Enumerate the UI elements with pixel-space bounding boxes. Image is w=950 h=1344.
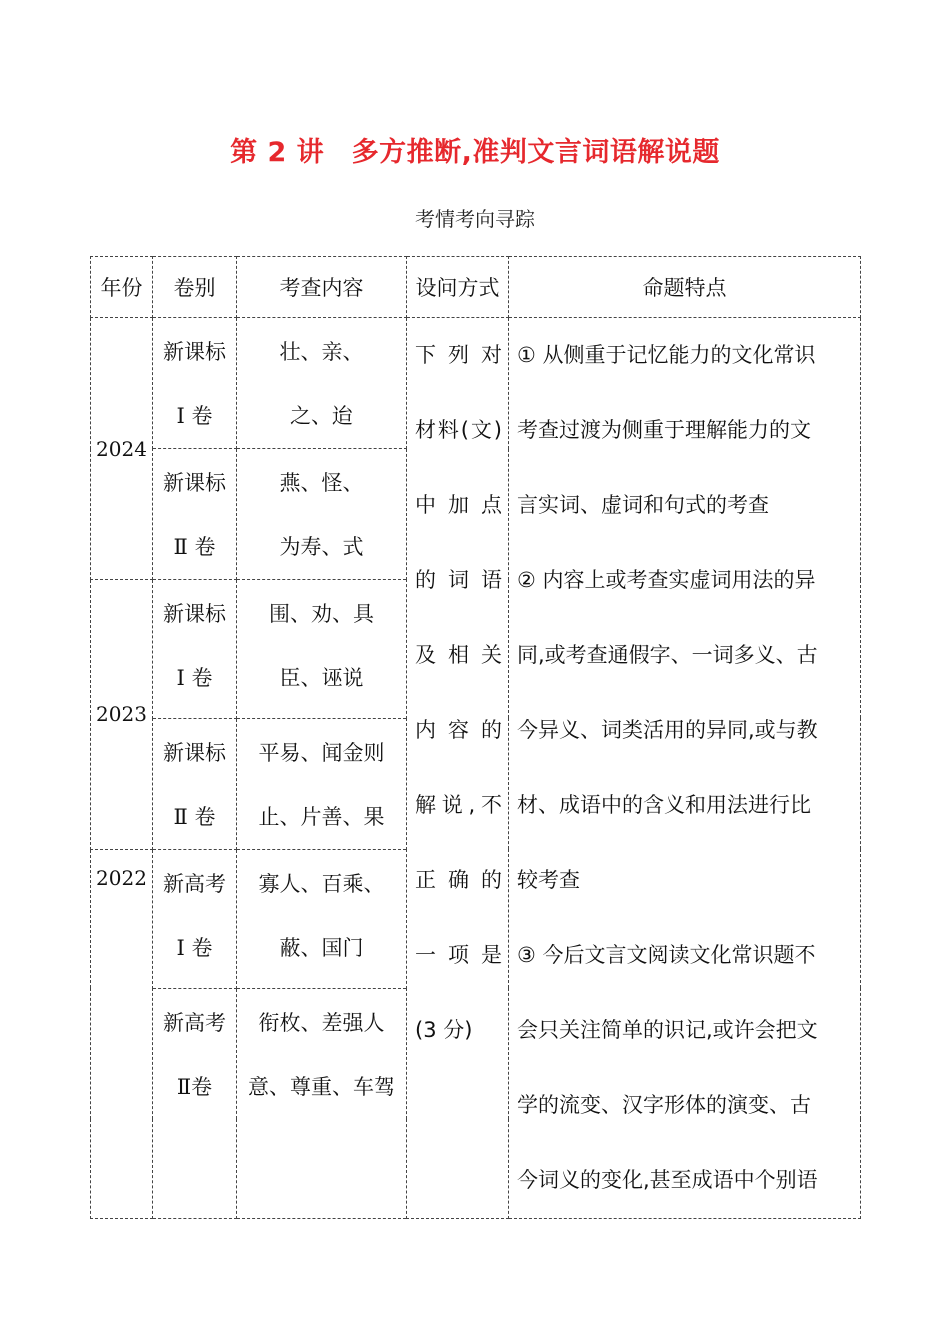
content-line: 衔枚、差强人 — [258, 1010, 385, 1035]
paper-line: Ⅱ卷 — [176, 1074, 213, 1099]
paper-line: Ⅰ 卷 — [176, 404, 213, 428]
header-question-style: 设问方式 — [407, 257, 509, 318]
ask-line: 及 相 关 — [415, 643, 502, 667]
content-line: 寡人、百乘、 — [258, 871, 385, 896]
header-content: 考查内容 — [237, 257, 407, 318]
table-row — [91, 318, 861, 449]
content-line: 燕、怪、 — [279, 471, 364, 495]
content-line: 意、尊重、车驾 — [248, 1074, 395, 1099]
content-cell — [237, 580, 407, 719]
feature-line: 今词义的变化,甚至成语中个别语 — [517, 1168, 818, 1192]
content-line: 止、片善、果 — [258, 804, 385, 829]
feature-line: 同,或考查通假字、一词多义、古 — [517, 643, 818, 667]
year-cell: 2022 — [91, 849, 153, 1218]
content-line: 平易、闻金则 — [258, 740, 385, 765]
paper-line: 新课标 — [163, 602, 226, 626]
header-paper: 卷别 — [153, 257, 237, 318]
ask-line: 中 加 点 — [415, 493, 502, 517]
feature-line: 材、成语中的含义和用法进行比 — [517, 793, 811, 817]
ask-line: 一 项 是 — [415, 943, 502, 967]
year-cell: 2024 — [91, 318, 153, 580]
feature-line: 考查过渡为侧重于理解能力的文 — [517, 418, 811, 442]
content-cell — [237, 318, 407, 449]
paper-line: Ⅱ 卷 — [173, 535, 216, 559]
section-subtitle: 考情考向寻踪 — [415, 207, 535, 231]
content-line: 围、劝、具 — [269, 602, 374, 626]
year-cell: 2023 — [91, 580, 153, 850]
content-line: 为寿、式 — [279, 535, 364, 559]
ask-line: 正 确 的 — [415, 868, 502, 892]
content-cell — [237, 449, 407, 580]
content-cell — [237, 988, 407, 1119]
paper-line: 新高考 — [163, 871, 226, 896]
feature-line: 言实词、虚词和句式的考查 — [517, 493, 769, 517]
feature-line: 会只关注简单的识记,或许会把文 — [517, 1018, 818, 1042]
paper-cell — [153, 988, 237, 1119]
header-features: 命题特点 — [509, 257, 861, 318]
content-cell — [237, 849, 407, 988]
empty-cell — [153, 1119, 237, 1219]
features-cell — [509, 318, 861, 1219]
feature-line: 今异义、词类活用的异同,或与教 — [517, 718, 818, 742]
question-style-cell — [407, 318, 509, 1219]
ask-line: 的 词 语 — [415, 568, 502, 592]
table-header-row — [91, 257, 861, 318]
paper-cell — [153, 318, 237, 449]
content-cell — [237, 718, 407, 849]
paper-line: Ⅰ 卷 — [176, 666, 213, 690]
ask-line: (3 分) — [415, 1018, 473, 1042]
ask-line: 内 容 的 — [415, 718, 502, 742]
paper-line: Ⅰ 卷 — [176, 935, 213, 960]
feature-line: 较考查 — [517, 868, 580, 892]
exam-analysis-table — [90, 256, 861, 1219]
content-line: 壮、亲、 — [279, 340, 364, 364]
paper-line: 新课标 — [163, 471, 226, 495]
ask-line: 解说,不 — [415, 793, 502, 817]
paper-line: 新课标 — [163, 340, 226, 364]
paper-cell — [153, 580, 237, 719]
paper-line: 新课标 — [163, 740, 226, 765]
paper-cell — [153, 449, 237, 580]
ask-line: 材料(文) — [415, 418, 502, 442]
header-year: 年份 — [91, 257, 153, 318]
content-line: 之、迨 — [290, 404, 353, 428]
paper-line: 新高考 — [163, 1010, 226, 1035]
page-title: 第 2 讲 多方推断,准判文言词语解说题 — [230, 137, 720, 168]
feature-line: 学的流变、汉字形体的演变、古 — [517, 1093, 811, 1117]
content-line: 蔽、国门 — [279, 935, 364, 960]
feature-line: ① 从侧重于记忆能力的文化常识 — [517, 343, 816, 367]
empty-cell — [237, 1119, 407, 1219]
paper-cell — [153, 718, 237, 849]
paper-cell — [153, 849, 237, 988]
feature-line: ③ 今后文言文阅读文化常识题不 — [517, 943, 816, 967]
ask-line: 下 列 对 — [415, 343, 502, 367]
paper-line: Ⅱ 卷 — [173, 804, 216, 829]
content-line: 臣、诬说 — [279, 666, 364, 690]
feature-line: ② 内容上或考查实虚词用法的异 — [517, 568, 816, 592]
